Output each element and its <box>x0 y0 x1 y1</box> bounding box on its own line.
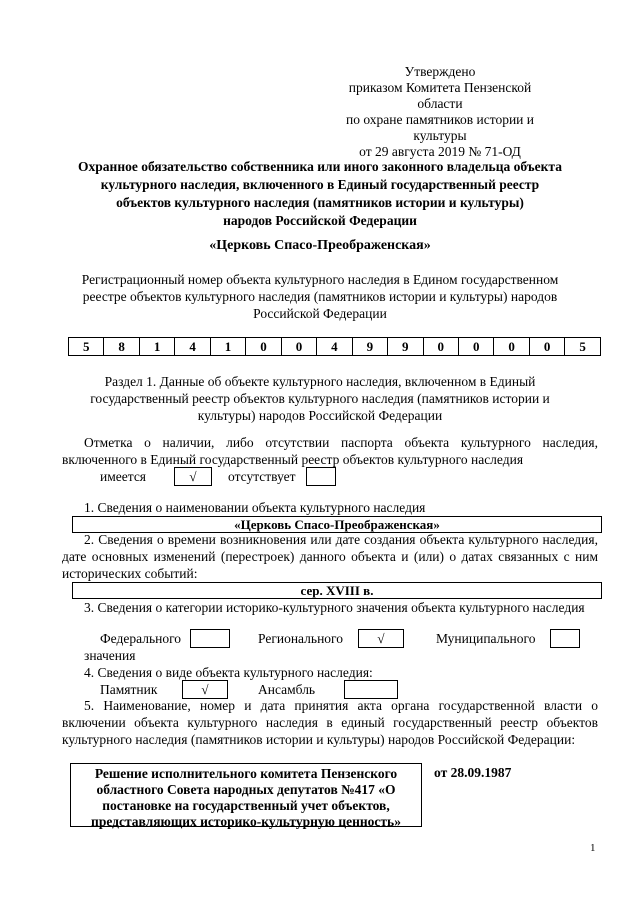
section1-line: культуры) народов Российской Федерации <box>197 408 443 423</box>
registration-intro-line: Российской Федерации <box>253 306 387 321</box>
passport-present-label: имеется <box>100 469 147 484</box>
item3-regional-label: Регионального <box>258 631 343 646</box>
approval-line: от 29 августа 2019 № 71-ОД <box>359 144 521 159</box>
section1-heading <box>70 373 570 424</box>
title-line: культурного наследия, включенного в Единый государственный реестр <box>100 177 540 192</box>
section1-line: Раздел 1. Данные об объекте культурного наследия, включенном в Единый <box>104 374 536 389</box>
reg-digit: 8 <box>104 338 139 356</box>
item3-federal-label: Федерального <box>100 631 182 646</box>
page-number: 1 <box>590 842 596 854</box>
item3-federal-checkbox[interactable] <box>190 629 230 648</box>
item5-act-date: от 28.09.1987 <box>434 765 512 780</box>
approval-line: по охране памятников истории и <box>345 112 535 127</box>
reg-digit: 0 <box>458 338 493 356</box>
approval-line: Утверждено <box>404 64 476 79</box>
object-name-heading: «Церковь Спасо-Преображенская» <box>209 238 431 253</box>
title-line: объектов культурного наследия (памятников истории и культуры) <box>116 195 524 210</box>
item5-act-line: областного Совета народных депутатов №417 «О <box>96 782 396 797</box>
reg-digit: 0 <box>529 338 564 356</box>
reg-digit: 5 <box>565 338 601 356</box>
item5-act-line: представляющих историко-культурную ценность» <box>91 814 401 829</box>
item3-municipal-checkbox[interactable] <box>550 629 580 648</box>
approval-line: культуры <box>413 128 467 143</box>
title-line: Охранное обязательство собственника или иного законного владельца объекта <box>78 159 562 174</box>
passport-present-checkbox[interactable]: √ <box>174 467 212 486</box>
reg-digit: 0 <box>494 338 529 356</box>
item1-value: «Церковь Спасо-Преображенская» <box>72 516 602 533</box>
passport-absent-label: отсутствует <box>228 469 296 484</box>
approval-line: приказом Комитета Пензенской области <box>348 80 532 111</box>
item4-monument-checkbox[interactable]: √ <box>182 680 228 699</box>
registration-number-table <box>68 337 601 356</box>
title-line: народов Российской Федерации <box>223 213 417 228</box>
item1-label: 1. Сведения о наименовании объекта культурного наследия <box>84 500 426 515</box>
item5-act-line: Решение исполнительного комитета Пензенского <box>94 766 398 781</box>
section1-line: государственный реестр объектов культурного наследия (памятников истории и <box>90 391 550 406</box>
reg-digit: 4 <box>317 338 352 356</box>
registration-intro-line: реестре объектов культурного наследия (памятников истории и культуры) народов <box>82 289 558 304</box>
item4-label: 4. Сведения о виде объекта культурного наследия: <box>84 665 373 680</box>
passport-text: Отметка о наличии, либо отсутствии паспорта объекта культурного наследия, включенного в Единый государственный реестр объектов культурного наследия <box>62 435 598 467</box>
registration-intro-line: Регистрационный номер объекта культурного наследия в Едином государственном <box>81 272 559 287</box>
item3-municipal-label: Муниципального <box>436 631 536 646</box>
document-title <box>70 158 570 230</box>
item3-suffix: значения <box>84 648 136 663</box>
item2-label: 2. Сведения о времени возникновения или дате создания объекта культурного наследия, дате основных изменений (перестроек) данного объекта и (или) о датах связанных с ним исторических событий: <box>62 532 598 581</box>
passport-absent-checkbox[interactable] <box>306 467 336 486</box>
item4-ensemble-label: Ансамбль <box>258 682 316 697</box>
item5-label: 5. Наименование, номер и дата принятия акта органа государственной власти о включении объекта культурного наследия в единый государственный реестр объектов культурного наследия (памятников истории и культуры) народов Российской Федерации: <box>62 698 598 747</box>
item5-act-box <box>70 763 422 827</box>
reg-digit: 9 <box>388 338 423 356</box>
reg-digit: 1 <box>210 338 245 356</box>
reg-digit: 0 <box>281 338 316 356</box>
registration-intro <box>70 271 570 322</box>
reg-digit: 1 <box>139 338 174 356</box>
reg-digit: 5 <box>69 338 104 356</box>
item3-regional-checkbox[interactable]: √ <box>358 629 404 648</box>
reg-digit: 0 <box>246 338 281 356</box>
reg-digit: 4 <box>175 338 210 356</box>
item4-monument-label: Памятник <box>100 682 158 697</box>
item3-label: 3. Сведения о категории историко-культурного значения объекта культурного наследия <box>84 600 585 615</box>
item2-value: сер. XVIII в. <box>72 582 602 599</box>
item5-act-line: постановке на государственный учет объектов, <box>102 798 390 813</box>
reg-digit: 0 <box>423 338 458 356</box>
reg-digit: 9 <box>352 338 387 356</box>
approval-block <box>330 64 550 160</box>
